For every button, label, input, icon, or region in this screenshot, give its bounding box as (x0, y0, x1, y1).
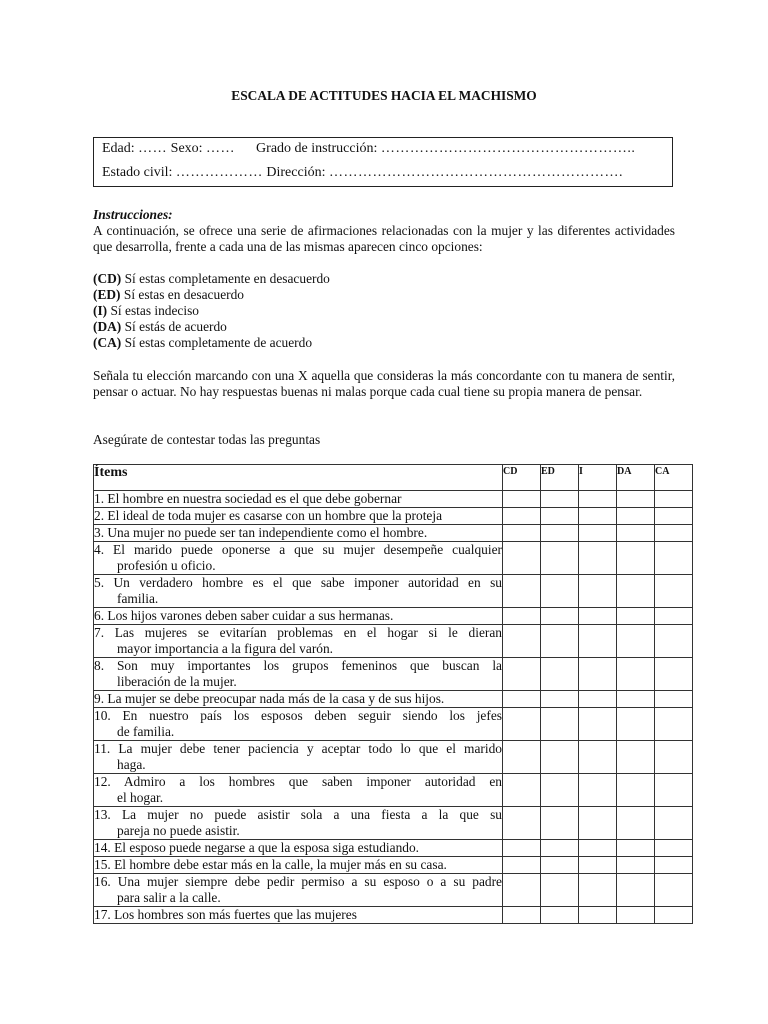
table-row (94, 525, 693, 542)
answer-cell-ed[interactable] (541, 625, 579, 658)
table-row (94, 608, 693, 625)
answer-cell-ed[interactable] (541, 874, 579, 907)
item-statement (94, 691, 503, 708)
answer-cell-da[interactable] (617, 575, 655, 608)
answer-cell-ed[interactable] (541, 542, 579, 575)
option-text: Sí estas completamente de acuerdo (121, 335, 313, 350)
table-row (94, 874, 693, 907)
options-legend (93, 271, 675, 351)
answer-cell-i[interactable] (579, 874, 617, 907)
option-text: Sí estás de acuerdo (121, 319, 227, 334)
answer-cell-da[interactable] (617, 525, 655, 542)
items-column-header: Ítems (94, 465, 503, 491)
estado-civil-field[interactable]: ……………… (175, 165, 263, 180)
instructions-paragraph-3: Asegúrate de contestar todas las preguntas (93, 432, 321, 447)
answer-cell-ca[interactable] (655, 691, 693, 708)
table-row (94, 708, 693, 741)
answer-cell-cd[interactable] (503, 625, 541, 658)
item-text-line: 6. Los hijos varones deben saber cuidar a sus hermanas. (94, 608, 394, 623)
option-code: (ED) (93, 287, 121, 302)
answer-cell-cd[interactable] (503, 525, 541, 542)
item-statement (94, 625, 503, 658)
table-row (94, 907, 693, 924)
answer-cell-i[interactable] (579, 491, 617, 508)
item-text-continuation: profesión u oficio. (117, 558, 216, 573)
answer-cell-ed[interactable] (541, 575, 579, 608)
items-table (93, 464, 693, 924)
answer-cell-cd[interactable] (503, 857, 541, 874)
answer-cell-da[interactable] (617, 774, 655, 807)
answer-cell-i[interactable] (579, 608, 617, 625)
item-text-line: 10. En nuestro país los esposos deben seguir siendo los jefes (94, 708, 502, 723)
answer-cell-ed[interactable] (541, 774, 579, 807)
grado-label: Grado de instrucción: (256, 141, 378, 156)
item-text-line: 11. La mujer debe tener paciencia y aceptar todo lo que el marido (94, 741, 502, 756)
table-row (94, 625, 693, 658)
answer-cell-da[interactable] (617, 907, 655, 924)
answer-cell-da[interactable] (617, 857, 655, 874)
table-row (94, 575, 693, 608)
answer-cell-ca[interactable] (655, 625, 693, 658)
answer-cell-da[interactable] (617, 542, 655, 575)
item-text-line: 8. Son muy importantes los grupos femeninos que buscan la (94, 658, 502, 673)
answer-cell-ca[interactable] (655, 508, 693, 525)
instructions-paragraph-2: Señala tu elección marcando con una X aquella que consideras la más concordante con tu manera de sentir, pensar o actuar. No hay respuestas buenas ni malas porque cada cual tiene su propia manera de pensar. (93, 368, 675, 399)
answer-cell-ed[interactable] (541, 907, 579, 924)
grado-field[interactable]: …………………………………………….. (380, 141, 636, 156)
column-header-da: DA (617, 465, 655, 491)
column-header-ed: ED (541, 465, 579, 491)
table-header-row (94, 465, 693, 491)
item-text-line: 4. El marido puede oponerse a que su mujer desempeñe cualquier (94, 542, 502, 557)
answer-cell-ed[interactable] (541, 857, 579, 874)
answer-cell-i[interactable] (579, 658, 617, 691)
item-text-line: 3. Una mujer no puede ser tan independiente como el hombre. (94, 525, 428, 540)
answer-cell-cd[interactable] (503, 874, 541, 907)
answer-cell-ca[interactable] (655, 708, 693, 741)
column-header-i: I (579, 465, 617, 491)
item-text-line: 9. La mujer se debe preocupar nada más de la casa y de sus hijos. (94, 691, 445, 706)
item-statement (94, 741, 503, 774)
answer-cell-ca[interactable] (655, 874, 693, 907)
answer-cell-ca[interactable] (655, 840, 693, 857)
item-text-continuation: para salir a la calle. (117, 890, 221, 905)
edad-label: Edad: (102, 141, 135, 156)
answer-cell-da[interactable] (617, 625, 655, 658)
item-text-line: 1. El hombre en nuestra sociedad es el que debe gobernar (94, 491, 402, 506)
answer-cell-cd[interactable] (503, 774, 541, 807)
item-text-line: 13. La mujer no puede asistir sola a una fiesta a la que su (94, 807, 502, 822)
answer-cell-i[interactable] (579, 840, 617, 857)
answer-cell-ca[interactable] (655, 741, 693, 774)
item-statement (94, 807, 503, 840)
answer-cell-da[interactable] (617, 741, 655, 774)
document-title: ESCALA DE ACTITUDES HACIA EL MACHISMO (231, 88, 537, 103)
answer-cell-i[interactable] (579, 741, 617, 774)
table-row (94, 774, 693, 807)
table-row (94, 840, 693, 857)
option-code: (CA) (93, 335, 122, 350)
option-item (93, 287, 675, 303)
direccion-label: Dirección: (266, 165, 326, 180)
answer-cell-ed[interactable] (541, 508, 579, 525)
item-text-continuation: mayor importancia a la figura del varón. (117, 641, 334, 656)
answer-cell-da[interactable] (617, 508, 655, 525)
answer-cell-cd[interactable] (503, 708, 541, 741)
item-text-continuation: de familia. (117, 724, 175, 739)
option-code: (CD) (93, 271, 122, 286)
answer-cell-ed[interactable] (541, 807, 579, 840)
table-row (94, 857, 693, 874)
answer-cell-i[interactable] (579, 708, 617, 741)
item-text-line: 12. Admiro a los hombres que saben imponer autoridad en (94, 774, 502, 789)
answer-cell-ca[interactable] (655, 774, 693, 807)
answer-cell-da[interactable] (617, 807, 655, 840)
answer-cell-cd[interactable] (503, 508, 541, 525)
answer-cell-ca[interactable] (655, 525, 693, 542)
answer-cell-cd[interactable] (503, 741, 541, 774)
direccion-field[interactable]: ……………………………………………………. (328, 165, 623, 180)
answer-cell-i[interactable] (579, 575, 617, 608)
answer-cell-cd[interactable] (503, 840, 541, 857)
answer-cell-cd[interactable] (503, 608, 541, 625)
item-text-line: 15. El hombre debe estar más en la calle, la mujer más en su casa. (94, 857, 447, 872)
item-text-continuation: haga. (117, 757, 146, 772)
instructions-paragraph-1: A continuación, se ofrece una serie de afirmaciones relacionadas con la mujer y las diferentes actividades que desarrolla, frente a cada una de las mismas aparecen cinco opciones: (93, 223, 675, 254)
answer-cell-ed[interactable] (541, 840, 579, 857)
sexo-label: Sexo: (170, 141, 203, 156)
answer-cell-i[interactable] (579, 807, 617, 840)
answer-cell-i[interactable] (579, 691, 617, 708)
answer-cell-cd[interactable] (503, 542, 541, 575)
estado-civil-label: Estado civil: (102, 165, 173, 180)
answer-cell-ca[interactable] (655, 491, 693, 508)
item-statement (94, 608, 503, 625)
item-statement (94, 575, 503, 608)
item-text-continuation: liberación de la mujer. (117, 674, 237, 689)
option-text: Sí estas indeciso (107, 303, 200, 318)
answer-cell-i[interactable] (579, 907, 617, 924)
edad-field[interactable]: …… (138, 141, 168, 156)
answer-cell-i[interactable] (579, 508, 617, 525)
option-item (93, 271, 675, 287)
answer-cell-cd[interactable] (503, 907, 541, 924)
answer-cell-i[interactable] (579, 625, 617, 658)
item-text-line: 17. Los hombres son más fuertes que las mujeres (94, 907, 357, 922)
item-statement (94, 508, 503, 525)
answer-cell-ca[interactable] (655, 542, 693, 575)
answer-cell-ca[interactable] (655, 658, 693, 691)
answer-cell-da[interactable] (617, 691, 655, 708)
item-text-line: 5. Un verdadero hombre es el que sabe imponer autoridad en su (94, 575, 502, 590)
option-item (93, 319, 675, 335)
table-row (94, 508, 693, 525)
item-statement (94, 907, 503, 924)
answer-cell-ca[interactable] (655, 907, 693, 924)
option-text: Sí estas en desacuerdo (120, 287, 244, 302)
option-text: Sí estas completamente en desacuerdo (121, 271, 330, 286)
table-row (94, 491, 693, 508)
info-line-1 (102, 141, 635, 157)
answer-cell-i[interactable] (579, 542, 617, 575)
answer-cell-cd[interactable] (503, 575, 541, 608)
answer-cell-da[interactable] (617, 491, 655, 508)
answer-cell-da[interactable] (617, 840, 655, 857)
answer-cell-ca[interactable] (655, 608, 693, 625)
answer-cell-i[interactable] (579, 525, 617, 542)
answer-cell-ed[interactable] (541, 658, 579, 691)
answer-cell-ed[interactable] (541, 608, 579, 625)
item-statement (94, 708, 503, 741)
item-text-continuation: familia. (117, 591, 159, 606)
item-text-line: 2. El ideal de toda mujer es casarse con un hombre que la proteja (94, 508, 443, 523)
answer-cell-cd[interactable] (503, 491, 541, 508)
table-row (94, 658, 693, 691)
option-item (93, 303, 675, 319)
item-statement (94, 658, 503, 691)
option-item (93, 335, 675, 351)
answer-cell-ca[interactable] (655, 807, 693, 840)
answer-cell-ca[interactable] (655, 857, 693, 874)
item-statement (94, 542, 503, 575)
option-code: (I) (93, 303, 108, 318)
respondent-info-box (93, 137, 673, 187)
item-text-line: 14. El esposo puede negarse a que la esposa siga estudiando. (94, 840, 420, 855)
answer-cell-ed[interactable] (541, 741, 579, 774)
item-statement (94, 491, 503, 508)
item-statement (94, 840, 503, 857)
answer-cell-i[interactable] (579, 857, 617, 874)
item-text-line: 7. Las mujeres se evitarían problemas en el hogar si le dieran (94, 625, 502, 640)
item-statement (94, 525, 503, 542)
item-statement (94, 857, 503, 874)
answer-cell-da[interactable] (617, 608, 655, 625)
answer-cell-da[interactable] (617, 658, 655, 691)
item-text-continuation: el hogar. (117, 790, 164, 805)
item-statement (94, 774, 503, 807)
table-row (94, 741, 693, 774)
item-statement (94, 874, 503, 907)
answer-cell-cd[interactable] (503, 807, 541, 840)
answer-cell-ed[interactable] (541, 708, 579, 741)
table-row (94, 807, 693, 840)
item-text-continuation: pareja no puede asistir. (117, 823, 240, 838)
answer-cell-da[interactable] (617, 874, 655, 907)
answer-cell-ca[interactable] (655, 575, 693, 608)
answer-cell-ed[interactable] (541, 525, 579, 542)
table-row (94, 691, 693, 708)
instructions-heading: Instrucciones: (93, 207, 173, 222)
sexo-field[interactable]: …… (206, 141, 236, 156)
item-text-line: 16. Una mujer siempre debe pedir permiso a su esposo o a su padre (94, 874, 502, 889)
table-row (94, 542, 693, 575)
answer-cell-ed[interactable] (541, 491, 579, 508)
answer-cell-i[interactable] (579, 774, 617, 807)
answer-cell-ed[interactable] (541, 691, 579, 708)
column-header-ca: CA (655, 465, 693, 491)
option-code: (DA) (93, 319, 122, 334)
column-header-cd: CD (503, 465, 541, 491)
answer-cell-da[interactable] (617, 708, 655, 741)
info-line-2 (102, 165, 623, 181)
answer-cell-cd[interactable] (503, 691, 541, 708)
answer-cell-cd[interactable] (503, 658, 541, 691)
